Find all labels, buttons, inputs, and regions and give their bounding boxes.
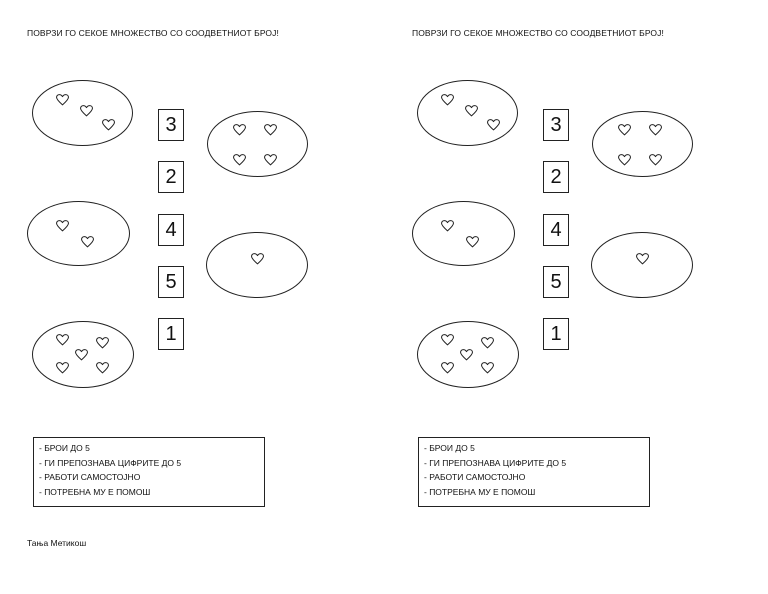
checklist-item: - ГИ ПРЕПОЗНАВА ЦИФРИТЕ ДО 5 — [424, 457, 567, 468]
heart-icon — [233, 124, 246, 136]
set-four-hearts — [592, 111, 693, 177]
checklist-item: - БРОИ ДО 5 — [39, 443, 90, 453]
heart-icon — [102, 119, 115, 131]
heart-icon — [264, 124, 277, 136]
set-two-hearts — [27, 201, 130, 266]
set-two-hearts — [412, 201, 515, 266]
heart-icon — [233, 154, 246, 166]
instruction-title: ПОВРЗИ ГО СЕКОЕ МНОЖЕСТВО СО СООДВЕТНИОТ БРОЈ! — [412, 28, 664, 38]
number-box: 4 — [543, 214, 569, 246]
heart-icon — [636, 253, 649, 265]
number-box: 1 — [543, 318, 569, 350]
heart-icon — [75, 349, 88, 361]
heart-icon — [481, 337, 494, 349]
number-box: 5 — [543, 266, 569, 298]
heart-icon — [81, 236, 94, 248]
set-one-heart — [591, 232, 693, 298]
heart-icon — [251, 253, 264, 265]
checklist-item: - ГИ ПРЕПОЗНАВА ЦИФРИТЕ ДО 5 — [39, 457, 182, 468]
heart-icon — [649, 124, 662, 136]
set-five-hearts — [417, 321, 519, 388]
heart-icon — [56, 334, 69, 346]
set-three-hearts — [417, 80, 518, 146]
heart-icon — [441, 334, 454, 346]
heart-icon — [487, 119, 500, 131]
set-three-hearts — [32, 80, 133, 146]
assessment-checklist — [33, 437, 265, 507]
author-name: Тања Метикош — [27, 538, 87, 548]
number-box: 1 — [158, 318, 184, 350]
set-one-heart — [206, 232, 308, 298]
heart-icon — [465, 105, 478, 117]
number-box: 4 — [158, 214, 184, 246]
heart-icon — [441, 362, 454, 374]
heart-icon — [56, 94, 69, 106]
heart-icon — [441, 94, 454, 106]
worksheet-right — [385, 0, 768, 594]
heart-icon — [466, 236, 479, 248]
heart-icon — [649, 154, 662, 166]
number-box: 3 — [543, 109, 569, 141]
heart-icon — [80, 105, 93, 117]
assessment-checklist — [418, 437, 650, 507]
heart-icon — [56, 220, 69, 232]
heart-icon — [481, 362, 494, 374]
heart-icon — [56, 362, 69, 374]
checklist-item: - РАБОТИ САМОСТОЈНО — [424, 472, 526, 482]
heart-icon — [96, 362, 109, 374]
heart-icon — [618, 124, 631, 136]
checklist-item: - ПОТРЕБНА МУ Е ПОМОШ — [39, 486, 151, 497]
instruction-title: ПОВРЗИ ГО СЕКОЕ МНОЖЕСТВО СО СООДВЕТНИОТ БРОЈ! — [27, 28, 279, 38]
checklist-item: - РАБОТИ САМОСТОЈНО — [39, 472, 141, 482]
set-four-hearts — [207, 111, 308, 177]
number-box: 5 — [158, 266, 184, 298]
number-box: 2 — [158, 161, 184, 193]
checklist-item: - БРОИ ДО 5 — [424, 443, 475, 453]
heart-icon — [96, 337, 109, 349]
heart-icon — [460, 349, 473, 361]
heart-icon — [441, 220, 454, 232]
checklist-item: - ПОТРЕБНА МУ Е ПОМОШ — [424, 486, 536, 497]
number-box: 2 — [543, 161, 569, 193]
heart-icon — [618, 154, 631, 166]
heart-icon — [264, 154, 277, 166]
number-box: 3 — [158, 109, 184, 141]
set-five-hearts — [32, 321, 134, 388]
